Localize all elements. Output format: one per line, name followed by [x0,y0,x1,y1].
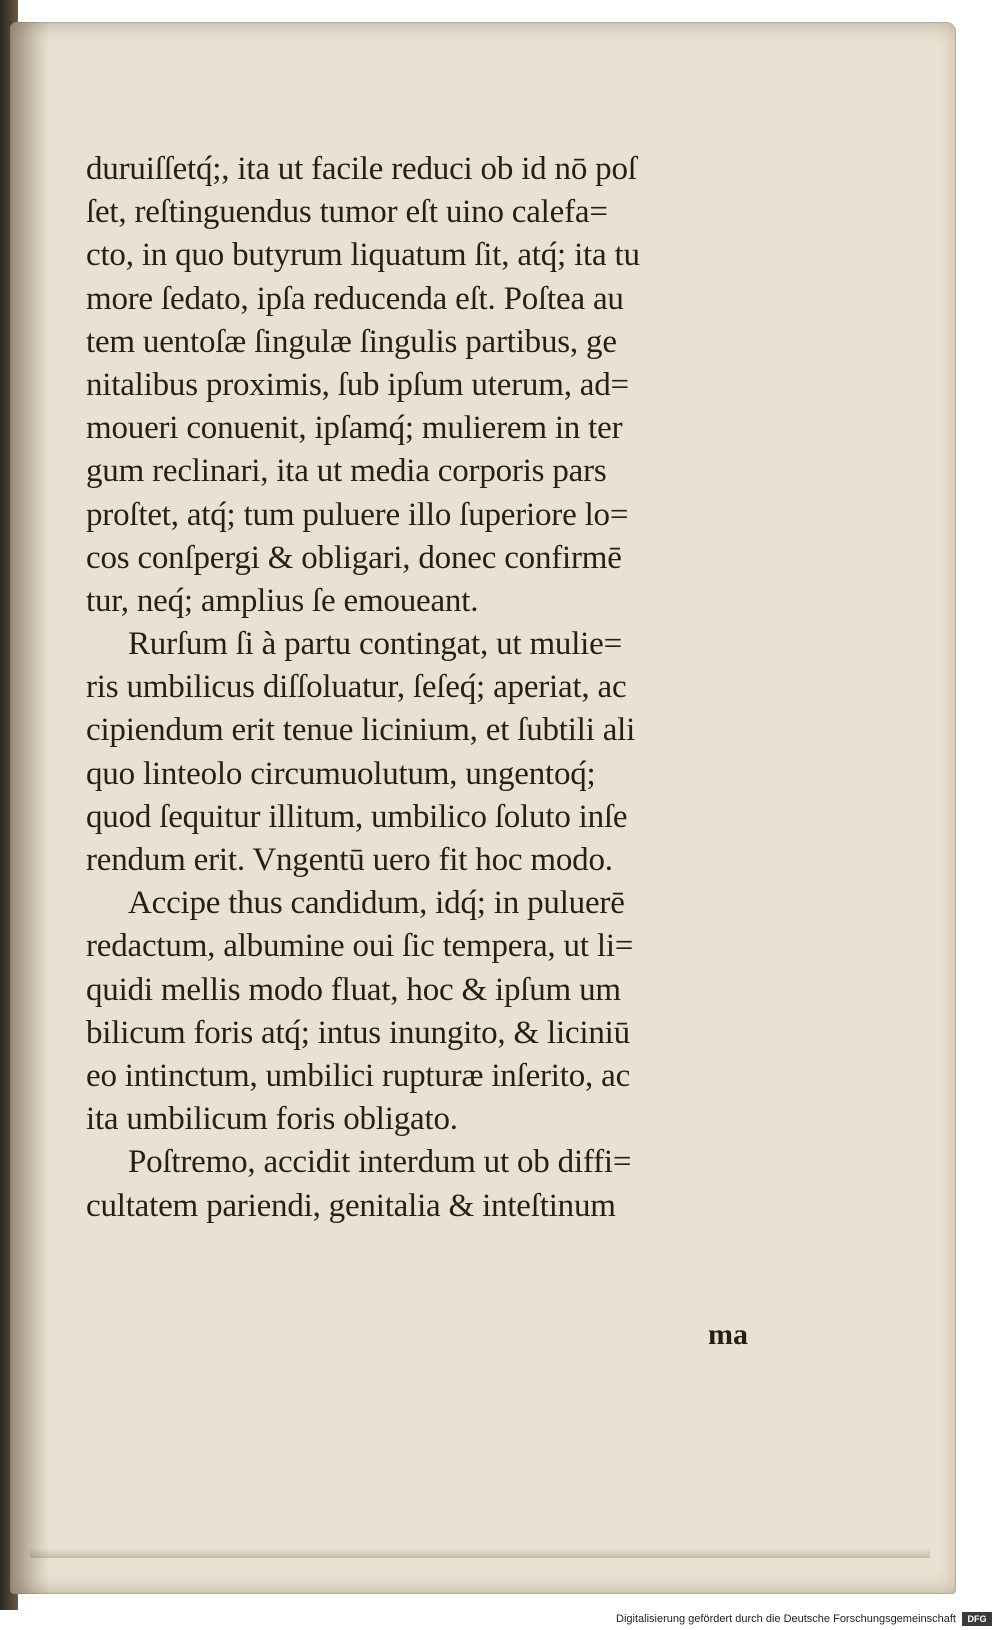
text-line: ris umbilicus diſſoluatur, ſeſeq́; aperiat, ac [86,669,627,706]
text-line: nitalibus proximis, ſub ipſum uterum, ad= [86,366,629,403]
text-line: redactum, albumine oui ſic tempera, ut li= [86,928,634,965]
text-line: quod ſequitur illitum, umbilico ſoluto inſe [86,798,628,835]
text-line: quidi mellis modo fluat, hoc & ipſum um [86,971,621,1008]
paragraph-start-line: Poſtremo, accidit interdum ut ob diffi= [128,1144,632,1181]
text-line: moueri conuenit, ipſamq́; mulierem in ter [86,410,623,447]
paragraph-start-line: Rurſum ſi à partu contingat, ut mulie= [128,626,623,663]
text-line: bilicum foris atq́; intus inungito, & liciniū [86,1014,630,1051]
spine-shadow [10,22,50,1594]
body-text [86,148,786,1228]
text-line: cto, in quo butyrum liquatum ſit, atq́; ita tu [86,237,640,274]
text-line: gum reclinari, ita ut media corporis pars [86,453,607,490]
text-line: rendum erit. Vngentū uero fit hoc modo. [86,842,613,878]
text-line: cipiendum erit tenue licinium, et ſubtili ali [86,712,636,749]
page-bottom-edge [30,1548,930,1558]
text-line: quo linteolo circumuolutum, ungentoq́; [86,755,596,792]
text-line: proſtet, atq́; tum puluere illo ſuperiore lo= [86,496,629,533]
text-line: tur, neq́; amplius ſe emoueant. [86,582,479,619]
text-line: ſet, reſtinguendus tumor eſt uino calefa= [86,194,608,231]
text-line: tem uentoſæ ſingulæ ſingulis partibus, ge [86,323,617,360]
text-line: duruiſſetq́;, ita ut facile reduci ob id nō poſ [86,151,637,187]
text-line: more ſedato, ipſa reducenda eſt. Poſtea au [86,280,624,317]
text-line: ita umbilicum foris obligato. [86,1101,458,1138]
catchword: ma [708,1318,748,1351]
text-line: cos conſpergi & obligari, donec confirmē [86,539,622,576]
text-line: cultatem pariendi, genitalia & inteſtinum [86,1187,616,1224]
text-line: eo intinctum, umbilici rupturæ inſerito, ac [86,1057,631,1094]
dfg-logo: DFG [962,1612,992,1626]
paragraph-start-line: Accipe thus candidum, idq́; in puluerē [128,885,625,922]
digitization-credit: Digitalisierung gefördert durch die Deutsche Forschungsgemeinschaft [616,1613,956,1625]
